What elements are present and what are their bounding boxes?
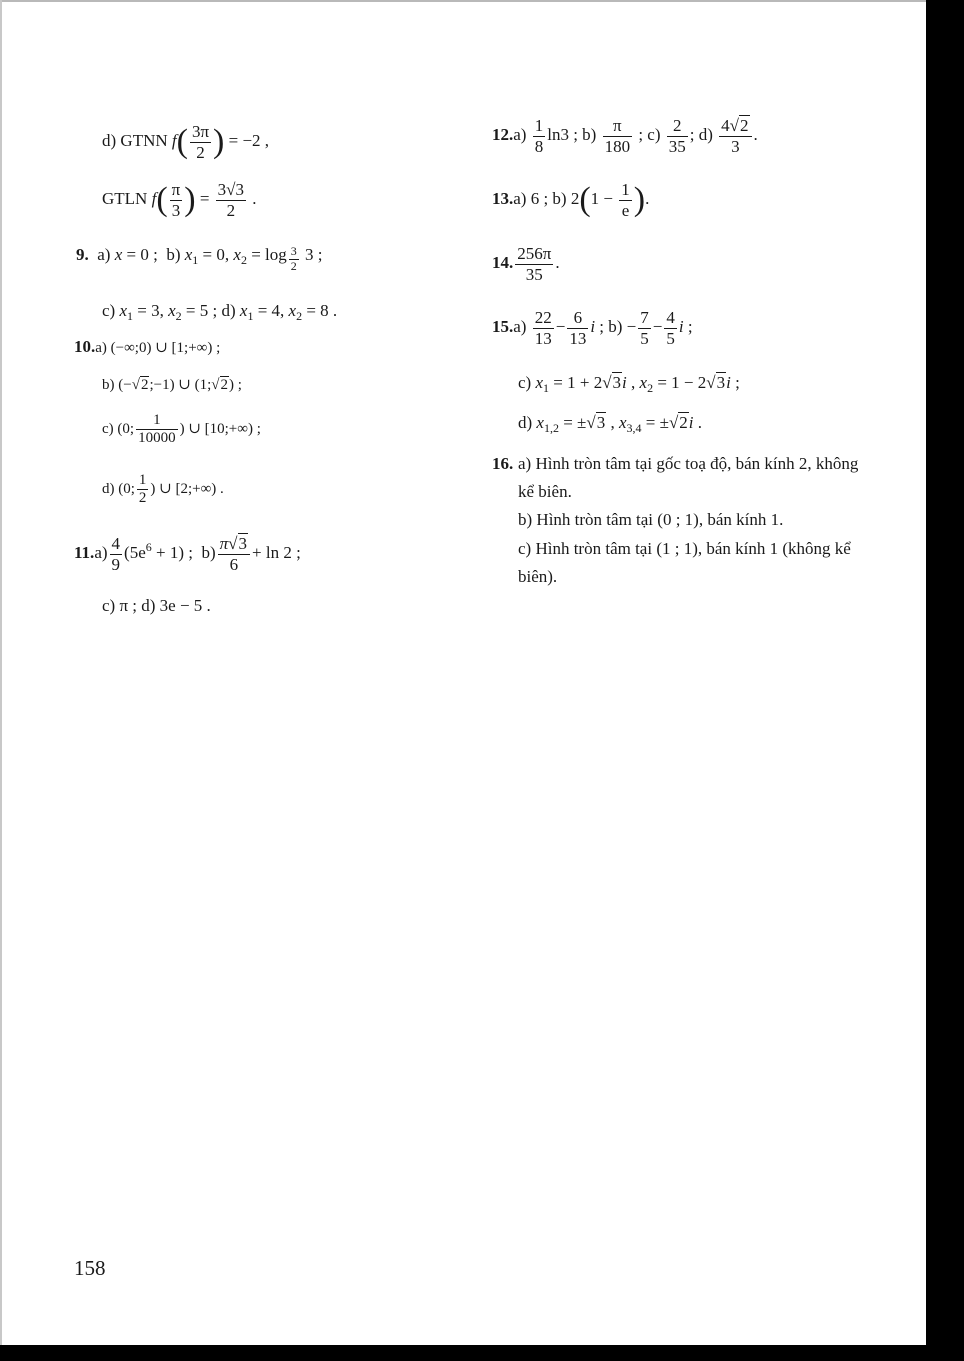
answer-16-c: c) Hình tròn tâm tại (1 ; 1), bán kính 1 (không kể biên). bbox=[518, 539, 851, 587]
answer-15-ab: 15.a) $\frac{22}{13}$ − $\frac{6}{13}$ i ; b) − $\frac{7}{5}$ − $\frac{4}{5}$ i ; bbox=[492, 308, 693, 348]
scan-left-edge bbox=[0, 0, 2, 1361]
answer-12: 12.a) $\frac{1}{8}$ ln3 ; b) $\frac{\pi}{180}$ ; c) $\frac{2}{35}$ ; d) $\frac{4√2}{3}$ . bbox=[492, 116, 758, 156]
answer-15-c: c) $x_1 = 1 + 2√3i$ , $x_2 = 1 - 2√3i$ ; bbox=[518, 373, 740, 395]
page-number: 158 bbox=[74, 1256, 106, 1280]
answer-13: 13.a) 6 ; b) 2(1 − $\frac{1}{e}$ ). bbox=[492, 180, 650, 220]
answer-11-ab: 11.a) $\frac{4}{9}$ $(5e^6 + 1)$ ; b) $\frac{\pi√3}{6}$ + ln 2 ; bbox=[74, 534, 301, 574]
answer-9-cd: c) $x_1 = 3$, $x_2 = 5$ ; d) $x_1 = 4$, $x_2 = 8$ . bbox=[102, 301, 338, 323]
answer-10-b: b) (−√2;−1) ∪ (1;√2) ; bbox=[102, 377, 242, 393]
answer-10-a: 10.a) (−∞;0) ∪ [1;+∞) ; bbox=[74, 337, 221, 356]
answer-8d-gtln: GTLN f( $\frac{\pi}{3}$ ) = $\frac{3√3}{2}$ . bbox=[102, 180, 257, 220]
answer-10-c: c) (0; $\frac{1}{10000}$ ) ∪ [10;+∞) ; bbox=[102, 412, 261, 447]
answer-15-d: d) $x_{1,2} = \pm√3$ , $x_{3,4} = \pm√2i$ . bbox=[518, 413, 703, 435]
answer-14: 14. $\frac{256\pi}{35}$ . bbox=[492, 244, 560, 284]
answer-16-label: 16. bbox=[492, 454, 514, 473]
answer-16-a: a) Hình tròn tâm tại gốc toạ độ, bán kính 2, không kể biên. bbox=[518, 454, 859, 502]
answer-9-ab: 9. a) x = 0 ; b) $x_1 = 0$, $x_2 = \log$ $\frac{3}{2}$ 3 ; bbox=[76, 244, 323, 273]
answer-16-b: b) Hình tròn tâm tại (0 ; 1), bán kính 1. bbox=[518, 510, 784, 529]
scan-top-edge bbox=[0, 0, 926, 2]
scan-right-border bbox=[926, 0, 964, 1361]
scan-bottom-border bbox=[0, 1345, 926, 1361]
answer-8d-gtnn: d) GTNN f( $\frac{3\pi}{2}$ ) = −2 , bbox=[102, 122, 270, 162]
answer-10-d: d) (0; $\frac{1}{2}$ ) ∪ [2;+∞) . bbox=[102, 472, 224, 507]
answer-11-cd: c) π ; d) 3e − 5 . bbox=[102, 596, 211, 615]
